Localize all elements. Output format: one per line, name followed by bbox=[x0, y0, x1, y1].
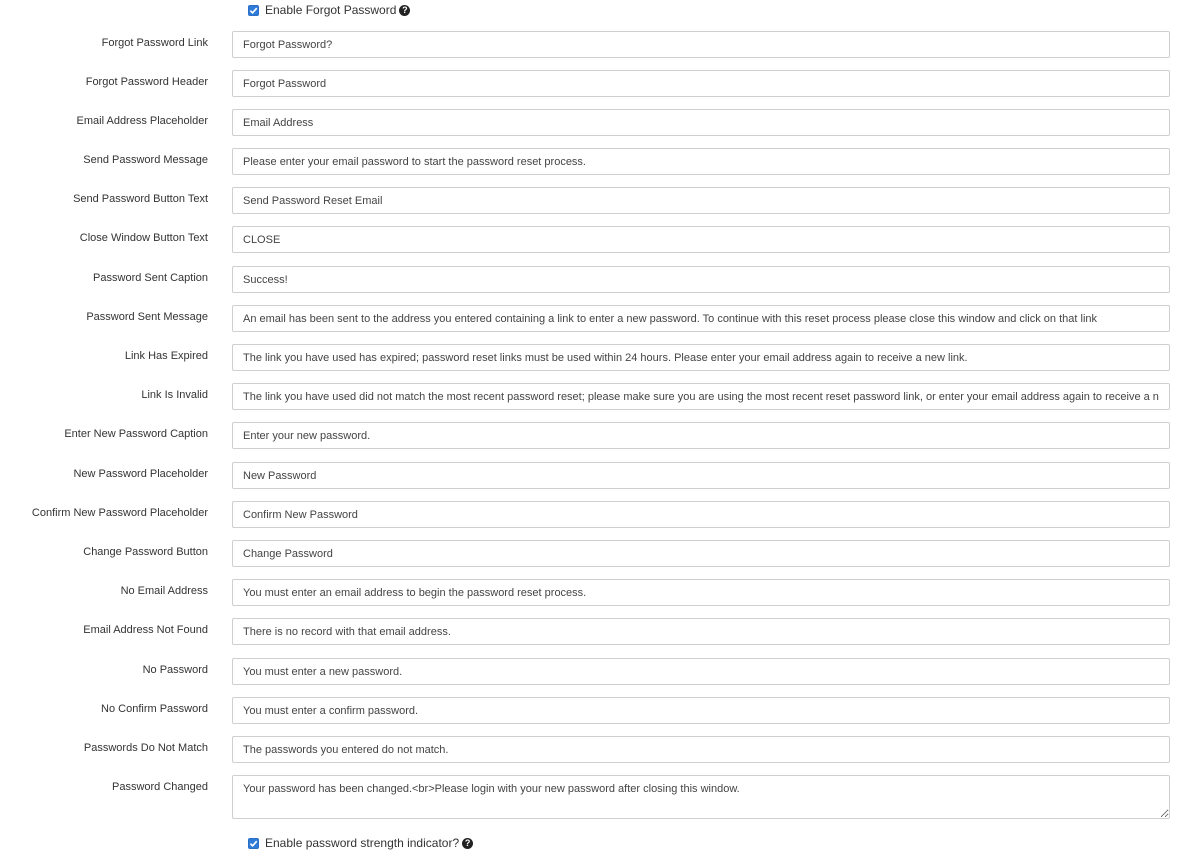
password-changed-row bbox=[0, 775, 1179, 819]
send-password-button-text-input[interactable] bbox=[232, 187, 1170, 214]
password-sent-caption-row bbox=[0, 266, 1179, 293]
email-address-placeholder-row bbox=[0, 109, 1179, 136]
field-label: Close Window Button Text bbox=[79, 232, 208, 244]
link-has-expired-row bbox=[0, 344, 1179, 371]
password-sent-caption-input[interactable] bbox=[232, 266, 1170, 293]
field-label: Link Has Expired bbox=[124, 350, 208, 362]
confirm-new-password-placeholder-input[interactable] bbox=[232, 501, 1170, 528]
field-label: Change Password Button bbox=[83, 546, 208, 558]
field-label: Email Address Not Found bbox=[83, 624, 208, 636]
forgot-password-header-row bbox=[0, 70, 1179, 97]
passwords-do-not-match-input[interactable] bbox=[232, 736, 1170, 763]
close-window-button-text-row bbox=[0, 226, 1179, 253]
passwords-do-not-match-row bbox=[0, 736, 1179, 763]
no-email-address-row bbox=[0, 579, 1179, 606]
new-password-placeholder-row bbox=[0, 462, 1179, 489]
field-label: Send Password Button Text bbox=[73, 193, 208, 205]
field-label: Enter New Password Caption bbox=[64, 428, 208, 440]
forgot-password-link-input[interactable] bbox=[232, 31, 1170, 58]
field-label: Email Address Placeholder bbox=[76, 115, 208, 127]
enable-strength-indicator-row bbox=[248, 835, 473, 851]
field-label: Confirm New Password Placeholder bbox=[31, 507, 208, 519]
field-label: Link Is Invalid bbox=[141, 389, 208, 401]
email-address-not-found-input[interactable] bbox=[232, 618, 1170, 645]
change-password-button-input[interactable] bbox=[232, 540, 1170, 567]
close-window-button-text-input[interactable] bbox=[232, 226, 1170, 253]
confirm-new-password-placeholder-row bbox=[0, 501, 1179, 528]
send-password-message-input[interactable] bbox=[232, 148, 1170, 175]
new-password-placeholder-input[interactable] bbox=[232, 462, 1170, 489]
password-changed-textarea[interactable] bbox=[232, 775, 1170, 819]
forgot-password-header-input[interactable] bbox=[232, 70, 1170, 97]
no-password-input[interactable] bbox=[232, 658, 1170, 685]
send-password-message-row bbox=[0, 148, 1179, 175]
field-label: Send Password Message bbox=[83, 154, 208, 166]
no-password-row bbox=[0, 658, 1179, 685]
field-label: No Email Address bbox=[120, 585, 208, 597]
link-has-expired-input[interactable] bbox=[232, 344, 1170, 371]
enable-forgot-password-row bbox=[248, 2, 410, 18]
no-email-address-input[interactable] bbox=[232, 579, 1170, 606]
send-password-button-text-row bbox=[0, 187, 1179, 214]
link-is-invalid-row bbox=[0, 383, 1179, 410]
enable-strength-indicator-checkbox[interactable] bbox=[248, 838, 259, 849]
checkmark-icon bbox=[249, 6, 258, 15]
field-label: Password Changed bbox=[111, 781, 208, 793]
email-address-placeholder-input[interactable] bbox=[232, 109, 1170, 136]
field-label: New Password Placeholder bbox=[73, 468, 208, 480]
field-label: Password Sent Caption bbox=[93, 272, 208, 284]
no-confirm-password-input[interactable] bbox=[232, 697, 1170, 724]
enter-new-password-caption-input[interactable] bbox=[232, 422, 1170, 449]
field-label: No Confirm Password bbox=[101, 703, 208, 715]
no-confirm-password-row bbox=[0, 697, 1179, 724]
link-is-invalid-input[interactable] bbox=[232, 383, 1170, 410]
email-address-not-found-row bbox=[0, 618, 1179, 645]
password-sent-message-input[interactable] bbox=[232, 305, 1170, 332]
field-label: No Password bbox=[142, 664, 208, 676]
enable-strength-indicator-label: Enable password strength indicator? bbox=[265, 836, 460, 850]
field-label: Passwords Do Not Match bbox=[83, 742, 208, 754]
enter-new-password-caption-row bbox=[0, 422, 1179, 449]
checkmark-icon bbox=[249, 839, 258, 848]
password-sent-message-row bbox=[0, 305, 1179, 332]
enable-forgot-password-label: Enable Forgot Password bbox=[265, 3, 397, 17]
field-label: Password Sent Message bbox=[86, 311, 208, 323]
help-icon[interactable]: ? bbox=[462, 838, 473, 849]
change-password-button-row bbox=[0, 540, 1179, 567]
field-label: Forgot Password Link bbox=[101, 37, 208, 49]
enable-forgot-password-checkbox[interactable] bbox=[248, 5, 259, 16]
help-icon[interactable]: ? bbox=[399, 5, 410, 16]
forgot-password-link-row bbox=[0, 31, 1179, 58]
field-label: Forgot Password Header bbox=[85, 76, 208, 88]
